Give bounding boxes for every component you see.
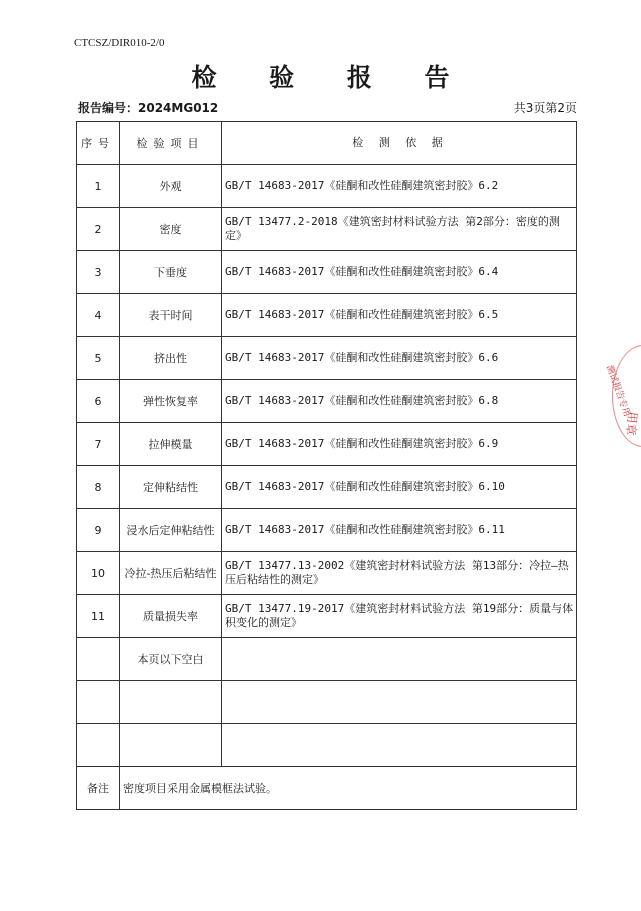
row-item: 外观 <box>120 165 222 208</box>
row-item: 密度 <box>120 208 222 251</box>
row-basis <box>222 681 577 724</box>
seal-text: 测试报告专用 <box>603 364 632 419</box>
row-item: 拉伸模量 <box>120 423 222 466</box>
table-row <box>77 681 577 724</box>
row-basis: GB/T 13477.13-2002《建筑密封材料试验方法 第13部分：冷拉—热压后粘结性的测定》 <box>222 552 577 595</box>
red-seal-stamp <box>603 345 641 445</box>
row-serial: 4 <box>77 294 120 337</box>
row-item <box>120 681 222 724</box>
table-row <box>77 337 577 380</box>
row-serial: 6 <box>77 380 120 423</box>
row-basis: GB/T 14683-2017《硅酮和改性硅酮建筑密封胶》6.10 <box>222 466 577 509</box>
table-row <box>77 724 577 767</box>
table-row <box>77 595 577 638</box>
row-basis: GB/T 14683-2017《硅酮和改性硅酮建筑密封胶》6.4 <box>222 251 577 294</box>
table-row <box>77 552 577 595</box>
row-item: 定伸粘结性 <box>120 466 222 509</box>
table-row <box>77 638 577 681</box>
row-serial <box>77 681 120 724</box>
row-basis: GB/T 14683-2017《硅酮和改性硅酮建筑密封胶》6.8 <box>222 380 577 423</box>
inspection-table <box>76 121 577 810</box>
remark-row <box>77 767 577 810</box>
row-basis: GB/T 14683-2017《硅酮和改性硅酮建筑密封胶》6.6 <box>222 337 577 380</box>
table-row <box>77 466 577 509</box>
table-row <box>77 380 577 423</box>
row-serial: 1 <box>77 165 120 208</box>
seal-text-bottom: 用章 <box>623 410 640 437</box>
table-row <box>77 165 577 208</box>
row-item: 质量损失率 <box>120 595 222 638</box>
page-title: 检 验 报 告 <box>191 63 472 92</box>
row-serial: 10 <box>77 552 120 595</box>
row-serial: 5 <box>77 337 120 380</box>
table-row <box>77 509 577 552</box>
blank-notice: 本页以下空白 <box>120 638 222 681</box>
header-item: 检验项目 <box>120 122 222 165</box>
remark-text: 密度项目采用金属模框法试验。 <box>120 767 577 810</box>
page-number: 共3页第2页 <box>513 101 577 115</box>
row-basis: GB/T 14683-2017《硅酮和改性硅酮建筑密封胶》6.11 <box>222 509 577 552</box>
row-basis: GB/T 14683-2017《硅酮和改性硅酮建筑密封胶》6.2 <box>222 165 577 208</box>
row-basis <box>222 724 577 767</box>
table-row <box>77 294 577 337</box>
row-basis <box>222 638 577 681</box>
row-basis: GB/T 14683-2017《硅酮和改性硅酮建筑密封胶》6.9 <box>222 423 577 466</box>
header-serial: 序号 <box>77 122 120 165</box>
row-serial: 3 <box>77 251 120 294</box>
row-item <box>120 724 222 767</box>
row-item: 下垂度 <box>120 251 222 294</box>
row-basis: GB/T 14683-2017《硅酮和改性硅酮建筑密封胶》6.5 <box>222 294 577 337</box>
row-serial: 2 <box>77 208 120 251</box>
row-serial <box>77 724 120 767</box>
row-item: 挤出性 <box>120 337 222 380</box>
row-serial: 7 <box>77 423 120 466</box>
report-number: 报告编号：2024MG012 <box>78 101 219 115</box>
table-header-row <box>77 122 577 165</box>
header-basis: 检 测 依 据 <box>222 122 577 165</box>
row-basis: GB/T 13477.2-2018《建筑密封材料试验方法 第2部分：密度的测定》 <box>222 208 577 251</box>
table-row <box>77 251 577 294</box>
row-item: 弹性恢复率 <box>120 380 222 423</box>
document-code: CTCSZ/DIR010-2/0 <box>74 37 165 49</box>
remark-label: 备注 <box>77 767 120 810</box>
row-item: 表干时间 <box>120 294 222 337</box>
row-serial <box>77 638 120 681</box>
row-item: 冷拉-热压后粘结性 <box>120 552 222 595</box>
row-serial: 9 <box>77 509 120 552</box>
row-basis: GB/T 13477.19-2017《建筑密封材料试验方法 第19部分：质量与体积变化的测定》 <box>222 595 577 638</box>
table-row <box>77 423 577 466</box>
row-serial: 8 <box>77 466 120 509</box>
row-serial: 11 <box>77 595 120 638</box>
table-row <box>77 208 577 251</box>
row-item: 浸水后定伸粘结性 <box>120 509 222 552</box>
